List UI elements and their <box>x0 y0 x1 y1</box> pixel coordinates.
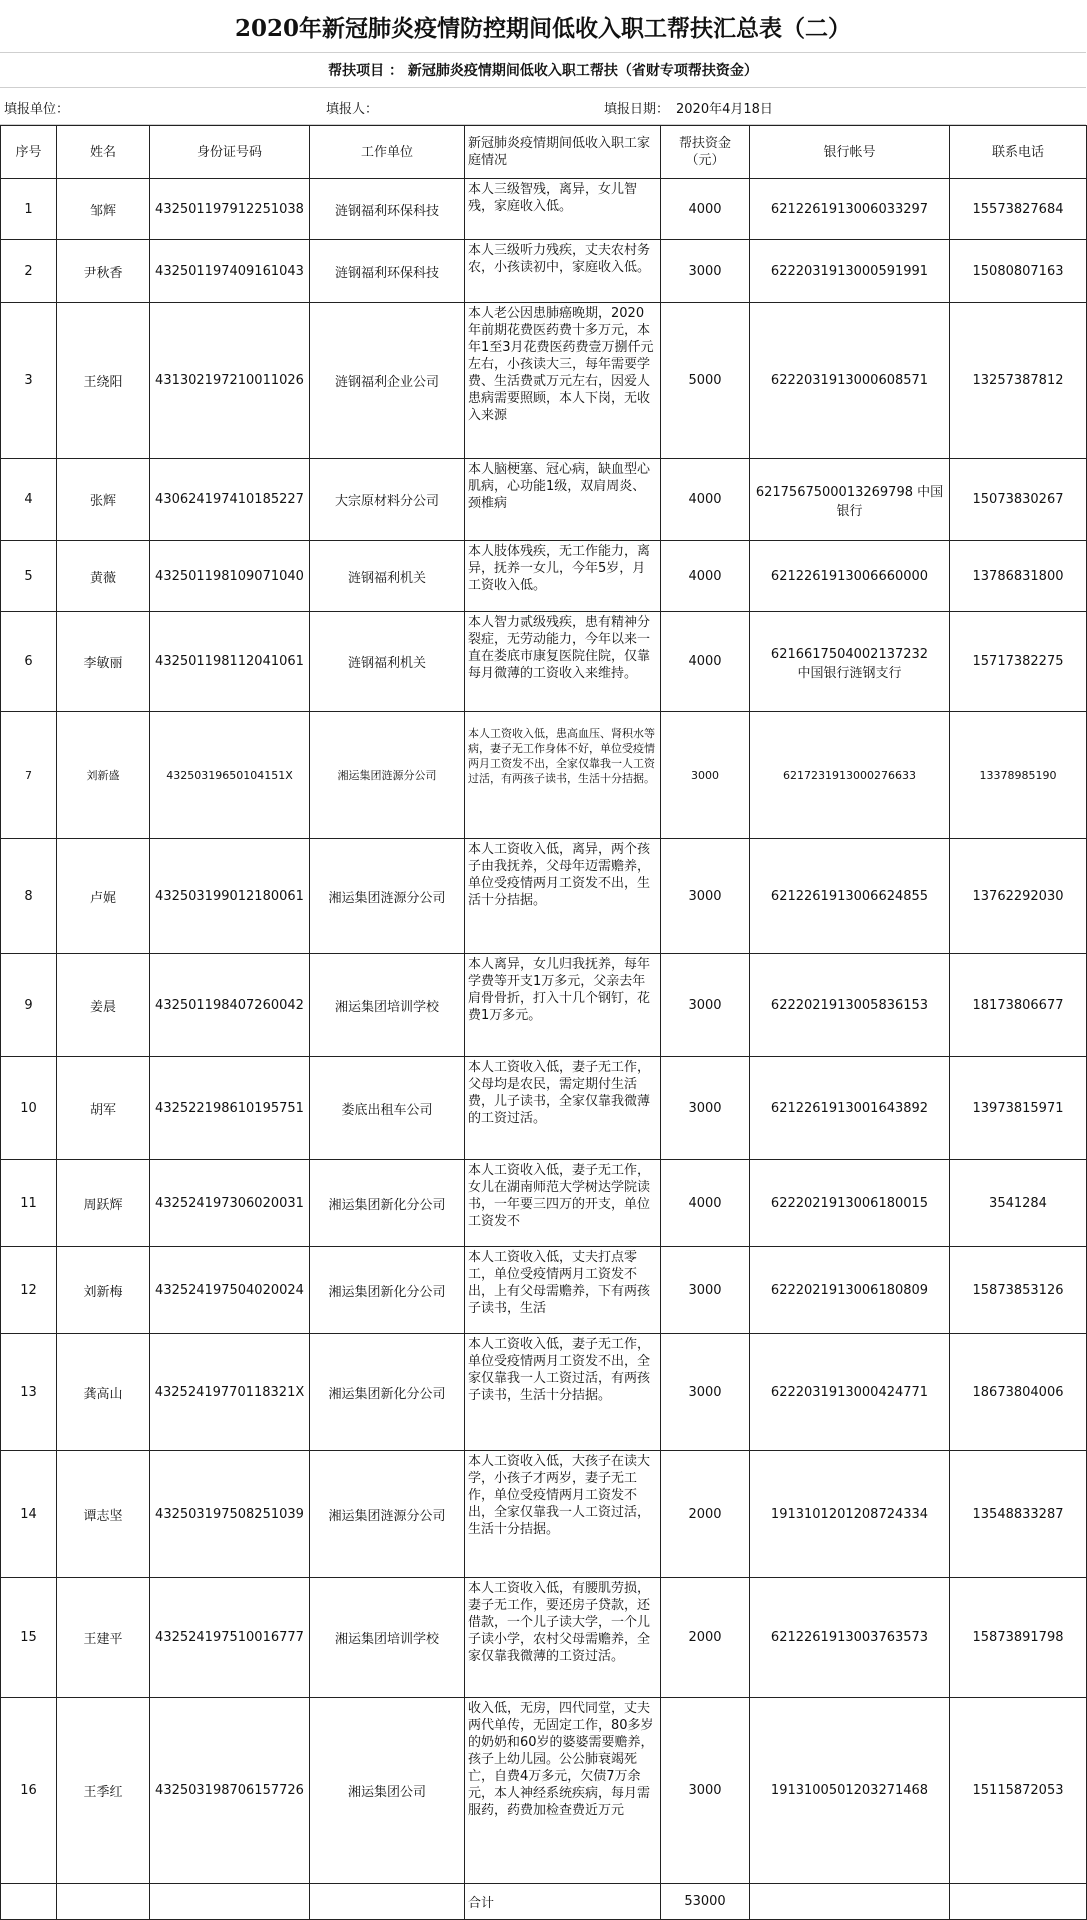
id-number: 432503198706157726 <box>150 1698 310 1884</box>
work-unit: 湘运集团新化分公司 <box>310 1247 465 1334</box>
id-number: 432501198109071040 <box>150 541 310 612</box>
table-row <box>1 179 1087 240</box>
employee-name: 张辉 <box>57 459 150 541</box>
table-row <box>1 1698 1087 1884</box>
column-header: 新冠肺炎疫情期间低收入职工家庭情况 <box>465 126 661 179</box>
assistance-amount: 3000 <box>661 1247 750 1334</box>
id-number: 432501197409161043 <box>150 240 310 303</box>
total-blank <box>950 1884 1087 1920</box>
table-row <box>1 1057 1087 1160</box>
note-text-wrapper: 本人工资收入低，离异，两个孩子由我抚养，父母年迈需赡养，单位受疫情两月工资发不出，生活十分拮据。 <box>468 842 651 908</box>
phone-number: 15073830267 <box>950 459 1087 541</box>
employee-name: 姜晨 <box>57 954 150 1057</box>
family-situation <box>465 303 661 459</box>
note-text-wrapper: 本人工资收入低，妻子无工作，单位受疫情两月工资发不出，全家仅靠我一人工资过活，有两孩子读书，生活十分拮据。 <box>468 1337 651 1403</box>
work-unit: 涟钢福利机关 <box>310 612 465 712</box>
employee-name: 龚高山 <box>57 1334 150 1451</box>
work-unit: 湘运集团新化分公司 <box>310 1334 465 1451</box>
table-row <box>1 459 1087 541</box>
employee-name: 胡军 <box>57 1057 150 1160</box>
work-unit: 湘运集团涟源分公司 <box>310 839 465 954</box>
row-number: 5 <box>1 541 57 612</box>
note-text-wrapper: 本人离异，女儿归我抚养，每年学费等开支1万多元，父亲去年肩骨骨折，打入十几个钢钉，花费1万多元。 <box>468 957 651 1023</box>
id-number: 432524197306020031 <box>150 1160 310 1247</box>
row-number: 7 <box>1 712 57 839</box>
column-header: 工作单位 <box>310 126 465 179</box>
work-unit: 湘运集团涟源分公司 <box>310 712 465 839</box>
employee-name: 王季红 <box>57 1698 150 1884</box>
note-text-wrapper: 本人老公因患肺癌晚期，2020年前期花费医药费十多万元，本年1至3月花费医药费壹万捌仟元左右，小孩读大三，每年需要学费、生活费贰万元左右，因爱人患病需要照顾，本人下岗，无收入来源 <box>468 306 654 423</box>
work-unit: 湘运集团公司 <box>310 1698 465 1884</box>
phone-number: 15080807163 <box>950 240 1087 303</box>
bank-account: 6212261913001643892 <box>750 1057 950 1160</box>
assistance-amount: 3000 <box>661 240 750 303</box>
family-situation <box>465 1334 661 1451</box>
employee-name: 刘新盛 <box>57 712 150 839</box>
row-number: 8 <box>1 839 57 954</box>
employee-name: 卢娓 <box>57 839 150 954</box>
phone-number: 13548833287 <box>950 1451 1087 1578</box>
column-header: 银行帐号 <box>750 126 950 179</box>
id-number: 432503199012180061 <box>150 839 310 954</box>
assistance-amount: 3000 <box>661 712 750 839</box>
row-number: 14 <box>1 1451 57 1578</box>
date-label: 填报日期： <box>604 102 670 117</box>
row-number: 13 <box>1 1334 57 1451</box>
phone-number: 15573827684 <box>950 179 1087 240</box>
work-unit: 大宗原材料分公司 <box>310 459 465 541</box>
bank-account: 6222031913000591991 <box>750 240 950 303</box>
total-blank <box>1 1884 57 1920</box>
assistance-amount: 5000 <box>661 303 750 459</box>
phone-number: 18173806677 <box>950 954 1087 1057</box>
note-text-wrapper: 本人工资收入低，丈夫打点零工，单位受疫情两月工资发不出，上有父母需赡养，下有两孩子读书，生活 <box>468 1250 651 1316</box>
total-amount: 53000 <box>661 1884 750 1920</box>
note-text-wrapper: 本人三级听力残疾，丈夫农村务农，小孩读初中，家庭收入低。 <box>468 243 651 275</box>
bank-account: 6212261913006033297 <box>750 179 950 240</box>
assistance-amount: 4000 <box>661 541 750 612</box>
table-row <box>1 1160 1087 1247</box>
note-text-wrapper: 本人工资收入低，妻子无工作，父母均是农民，需定期付生活费，儿子读书，全家仅靠我微薄的工资过活。 <box>468 1060 651 1126</box>
date-value: 2020年4月18日 <box>676 102 773 117</box>
row-number: 6 <box>1 612 57 712</box>
assistance-amount: 4000 <box>661 179 750 240</box>
id-number: 432501197912251038 <box>150 179 310 240</box>
phone-number: 13378985190 <box>950 712 1087 839</box>
phone-number: 18673804006 <box>950 1334 1087 1451</box>
unit-label: 填报单位： <box>4 102 70 117</box>
bank-account: 6212261913003763573 <box>750 1578 950 1698</box>
table-row <box>1 612 1087 712</box>
phone-number: 13786831800 <box>950 541 1087 612</box>
assistance-amount: 3000 <box>661 839 750 954</box>
table-row <box>1 541 1087 612</box>
family-situation <box>465 1451 661 1578</box>
employee-name: 王绕阳 <box>57 303 150 459</box>
work-unit: 湘运集团涟源分公司 <box>310 1451 465 1578</box>
table-row <box>1 839 1087 954</box>
total-label: 合计 <box>465 1884 661 1920</box>
table-row <box>1 1334 1087 1451</box>
reporter-label: 填报人： <box>326 102 379 117</box>
assistance-table <box>0 125 1087 1920</box>
note-text-wrapper: 本人工资收入低，患高血压、肾积水等病，妻子无工作身体不好，单位受疫情两月工资发不出，全家仅靠我一人工资过活，有两孩子读书，生活十分拮据。 <box>468 727 655 785</box>
row-number: 16 <box>1 1698 57 1884</box>
table-row <box>1 712 1087 839</box>
column-header: 联系电话 <box>950 126 1087 179</box>
column-header: 序号 <box>1 126 57 179</box>
bank-account: 6222021913006180809 <box>750 1247 950 1334</box>
total-blank <box>310 1884 465 1920</box>
bank-account: 6222021913005836153 <box>750 954 950 1057</box>
id-number: 432524197504020024 <box>150 1247 310 1334</box>
row-number: 1 <box>1 179 57 240</box>
employee-name: 谭志坚 <box>57 1451 150 1578</box>
phone-number: 13973815971 <box>950 1057 1087 1160</box>
row-number: 11 <box>1 1160 57 1247</box>
id-number: 43250319650104151X <box>150 712 310 839</box>
id-number: 432524197510016777 <box>150 1578 310 1698</box>
note-text-wrapper: 本人工资收入低，妻子无工作，女儿在湖南师范大学树达学院读书，一年要三四万的开支，单位工资发不 <box>468 1163 651 1229</box>
work-unit: 湘运集团培训学校 <box>310 1578 465 1698</box>
note-text-wrapper: 本人工资收入低，有腰肌劳损，妻子无工作，要还房子贷款，还借款，一个儿子读大学，一个儿子读小学，农村父母需赡养，全家仅靠我微薄的工资过活。 <box>468 1581 651 1664</box>
note-text-wrapper: 本人工资收入低，大孩子在读大学，小孩子才两岁，妻子无工作，单位受疫情两月工资发不出，全家仅靠我一人工资过活，生活十分拮据。 <box>468 1454 651 1537</box>
work-unit: 涟钢福利环保科技 <box>310 179 465 240</box>
work-unit: 涟钢福利企业公司 <box>310 303 465 459</box>
id-number: 43252419770118321X <box>150 1334 310 1451</box>
header-row <box>1 126 1087 179</box>
bank-account: 6212261913006624855 <box>750 839 950 954</box>
bank-account: 6217567500013269798 中国银行 <box>750 459 950 541</box>
phone-number: 13762292030 <box>950 839 1087 954</box>
family-situation <box>465 712 661 839</box>
family-situation <box>465 839 661 954</box>
bank-account: 6222021913006180015 <box>750 1160 950 1247</box>
id-number: 432522198610195751 <box>150 1057 310 1160</box>
assistance-amount: 4000 <box>661 1160 750 1247</box>
family-situation <box>465 1247 661 1334</box>
row-number: 9 <box>1 954 57 1057</box>
family-situation <box>465 1057 661 1160</box>
assistance-amount: 3000 <box>661 954 750 1057</box>
id-number: 430624197410185227 <box>150 459 310 541</box>
work-unit: 涟钢福利环保科技 <box>310 240 465 303</box>
assistance-amount: 3000 <box>661 1057 750 1160</box>
assistance-amount: 4000 <box>661 459 750 541</box>
total-blank <box>750 1884 950 1920</box>
note-text-wrapper: 收入低，无房，四代同堂，丈夫两代单传，无固定工作，80多岁的奶奶和60岁的婆婆需要赡养，孩子上幼儿园。公公肺衰竭死亡，自费4万多元，欠债7万余元，本人神经系统疾病，每月需服药，药费加检查费近万元 <box>468 1701 654 1818</box>
assistance-amount: 2000 <box>661 1578 750 1698</box>
total-blank <box>57 1884 150 1920</box>
bank-account: 6217231913000276633 <box>750 712 950 839</box>
work-unit: 涟钢福利机关 <box>310 541 465 612</box>
bank-account: 6212261913006660000 <box>750 541 950 612</box>
bank-account: 6216617504002137232 中国银行涟钢支行 <box>750 612 950 712</box>
table-row <box>1 1578 1087 1698</box>
family-situation <box>465 1160 661 1247</box>
bank-account: 1913100501203271468 <box>750 1698 950 1884</box>
employee-name: 黄薇 <box>57 541 150 612</box>
family-situation <box>465 612 661 712</box>
table-row <box>1 303 1087 459</box>
id-number: 431302197210011026 <box>150 303 310 459</box>
column-header: 帮扶资金（元） <box>661 126 750 179</box>
work-unit: 娄底出租车公司 <box>310 1057 465 1160</box>
id-number: 432501198407260042 <box>150 954 310 1057</box>
note-text-wrapper: 本人三级智残，离异，女儿智残，家庭收入低。 <box>468 182 638 214</box>
phone-number: 15873891798 <box>950 1578 1087 1698</box>
row-number: 2 <box>1 240 57 303</box>
phone-number: 15115872053 <box>950 1698 1087 1884</box>
table-row <box>1 1451 1087 1578</box>
note-text-wrapper: 本人智力贰级残疾，患有精神分裂症，无劳动能力，今年以来一直在娄底市康复医院住院，仅靠每月微薄的工资收入来维持。 <box>468 615 651 681</box>
report-info-bar <box>0 88 1086 125</box>
family-situation <box>465 459 661 541</box>
table-row <box>1 954 1087 1057</box>
row-number: 10 <box>1 1057 57 1160</box>
id-number: 432503197508251039 <box>150 1451 310 1578</box>
employee-name: 周跃辉 <box>57 1160 150 1247</box>
row-number: 4 <box>1 459 57 541</box>
family-situation <box>465 179 661 240</box>
assistance-amount: 4000 <box>661 612 750 712</box>
employee-name: 王建平 <box>57 1578 150 1698</box>
family-situation <box>465 954 661 1057</box>
phone-number: 15873853126 <box>950 1247 1087 1334</box>
bank-account: 6222031913000608571 <box>750 303 950 459</box>
family-situation <box>465 1698 661 1884</box>
assistance-amount: 3000 <box>661 1698 750 1884</box>
family-situation <box>465 240 661 303</box>
bank-account: 6222031913000424771 <box>750 1334 950 1451</box>
family-situation <box>465 1578 661 1698</box>
employee-name: 邹辉 <box>57 179 150 240</box>
table-row <box>1 240 1087 303</box>
phone-number: 13257387812 <box>950 303 1087 459</box>
family-situation <box>465 541 661 612</box>
row-number: 12 <box>1 1247 57 1334</box>
row-number: 3 <box>1 303 57 459</box>
page-title: 2020年新冠肺炎疫情防控期间低收入职工帮扶汇总表（二） <box>0 0 1086 53</box>
column-header: 身份证号码 <box>150 126 310 179</box>
table-row <box>1 1247 1087 1334</box>
column-header: 姓名 <box>57 126 150 179</box>
work-unit: 湘运集团培训学校 <box>310 954 465 1057</box>
phone-number: 3541284 <box>950 1160 1087 1247</box>
employee-name: 尹秋香 <box>57 240 150 303</box>
project-subtitle: 帮扶项目 ： 新冠肺炎疫情期间低收入职工帮扶（省财专项帮扶资金） <box>0 53 1086 88</box>
employee-name: 李敏丽 <box>57 612 150 712</box>
row-number: 15 <box>1 1578 57 1698</box>
note-text-wrapper: 本人肢体残疾，无工作能力，离异，抚养一女儿，今年5岁，月工资收入低。 <box>468 544 651 593</box>
total-row <box>1 1884 1087 1920</box>
note-text-wrapper: 本人脑梗塞、冠心病，缺血型心肌病，心功能1级，双肩周炎、颈椎病 <box>468 462 651 511</box>
bank-account: 1913101201208724334 <box>750 1451 950 1578</box>
employee-name: 刘新梅 <box>57 1247 150 1334</box>
phone-number: 15717382275 <box>950 612 1087 712</box>
work-unit: 湘运集团新化分公司 <box>310 1160 465 1247</box>
id-number: 432501198112041061 <box>150 612 310 712</box>
assistance-amount: 3000 <box>661 1334 750 1451</box>
assistance-amount: 2000 <box>661 1451 750 1578</box>
total-blank <box>150 1884 310 1920</box>
